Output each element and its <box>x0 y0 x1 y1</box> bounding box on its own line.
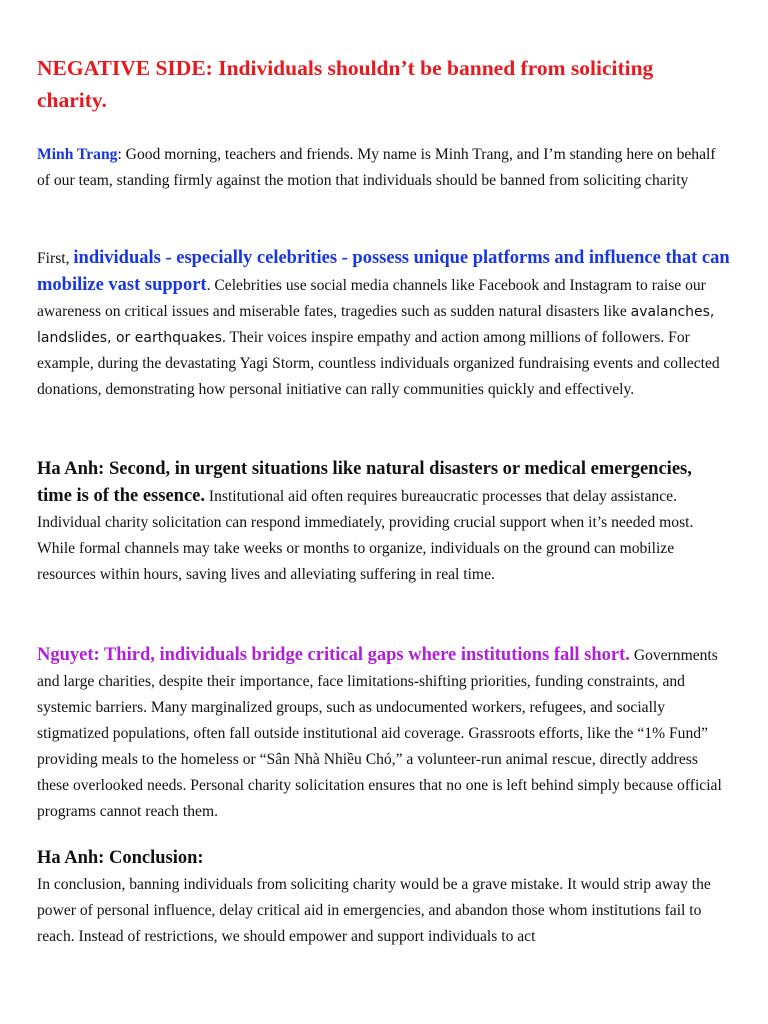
second-argument-highlight: Ha Anh: Second, in urgent situations like natural disasters or medical emergencies, time is of the essence. <box>37 459 692 506</box>
disasters-list: avalanches, landslides, or earthquakes <box>37 304 715 346</box>
conclusion-heading: Ha Anh: Conclusion: <box>37 848 204 868</box>
document-title: NEGATIVE SIDE: Individuals shouldn’t be banned from soliciting charity. <box>37 56 654 112</box>
paragraph-first-argument <box>37 245 731 403</box>
third-argument-text: Governments and large charities, despite their importance, face limitations-shifting priorities, funding constraints, and systemic barriers. Many marginalized groups, such as undocumented workers, refugees, and socially stigmatized populations, often fall outside institutional aid coverage. Grassroots efforts, like the “1% Fund” providing meals to the homeless or “Sân Nhà Nhiều Chó,” a volunteer-run animal rescue, directly address these overlooked needs. Personal charity solicitation ensures that no one is left behind simply because official programs cannot reach them. <box>37 647 722 820</box>
paragraph-conclusion <box>37 845 731 950</box>
paragraph-third-argument <box>37 642 731 825</box>
third-argument-highlight: Nguyet: Third, individuals bridge critical gaps where institutions fall short. <box>37 645 630 665</box>
speaker-minh-trang: Minh Trang <box>37 146 118 163</box>
first-argument-text-a: . Celebrities use social media channels like Facebook and Instagram to raise our awareness on critical issues and miserable fates, tragedies such as sudden natural disasters like <box>37 277 706 320</box>
first-argument-highlight: individuals - especially celebrities - possess unique platforms and influence that can mobilize vast support <box>37 248 730 295</box>
conclusion-text: In conclusion, banning individuals from soliciting charity would be a grave mistake. It would strip away the power of personal influence, delay critical aid in emergencies, and abandon those whom institutions fail to reach. Instead of restrictions, we should empower and support individuals to act <box>37 876 711 945</box>
second-argument-text: Institutional aid often requires bureaucratic processes that delay assistance. Individual charity solicitation can respond immediately, providing crucial support when it’s needed most. While formal channels may take weeks or months to organize, individuals on the ground can mobilize resources within hours, saving lives and alleviating suffering in real time. <box>37 488 694 583</box>
paragraph-opening <box>37 142 731 194</box>
paragraph-second-argument <box>37 456 731 588</box>
first-argument-text-b: . Their voices inspire empathy and action among millions of followers. For example, during the devastating Yagi Storm, countless individuals organized fundraising events and collected donations, demonstrating how personal initiative can rally communities quickly and effectively. <box>37 329 720 398</box>
first-lead: First, <box>37 250 74 267</box>
opening-text: : Good morning, teachers and friends. My name is Minh Trang, and I’m standing here on behalf of our team, standing firmly against the motion that individuals should be banned from soliciting charity <box>37 146 716 189</box>
